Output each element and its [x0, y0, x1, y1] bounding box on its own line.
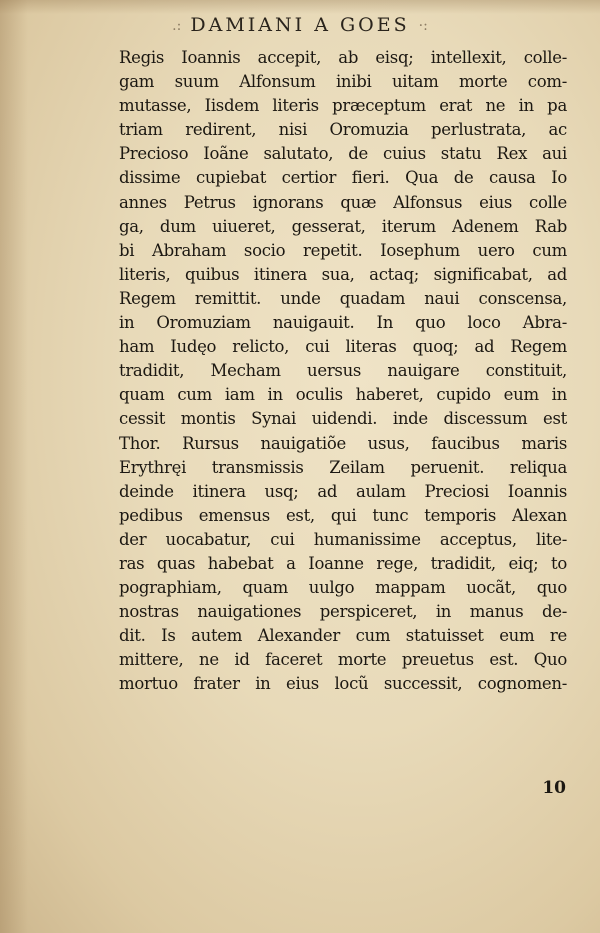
running-head-title: DAMIANI A GOES [190, 14, 410, 36]
text-line: ham Iudęo relicto, cui literas quoq; ad Regem [119, 337, 567, 357]
running-head [0, 14, 600, 36]
running-head-right-mark: ·: [418, 18, 428, 34]
text-line: cessit montis Synai uidendi. inde discessum est [119, 409, 567, 429]
text-line: ga, dum uiueret, gesserat, iterum Adenem Rab [119, 216, 567, 236]
text-line: ras quas habebat a Ioanne rege, tradidit, eiq; to [119, 553, 567, 573]
text-line: mortuo frater in eius locũ successit, cognomen- [119, 674, 567, 694]
text-line: in Oromuziam nauigauit. In quo loco Abra- [119, 313, 567, 333]
text-line: bi Abraham socio repetit. Iosephum uero cum [119, 240, 567, 260]
text-line: quam cum iam in oculis haberet, cupido eum in [119, 385, 567, 405]
text-line: tradidit, Mecham uersus nauigare constituit, [119, 361, 567, 381]
text-line: pographiam, quam uulgo mappam uocãt, quo [119, 578, 567, 598]
text-line: Erythręi transmissis Zeilam peruenit. reliqua [119, 457, 567, 477]
text-line: dissime cupiebat certior fieri. Qua de causa Io [119, 168, 567, 188]
running-head-left-mark: .: [172, 18, 182, 34]
text-line: Regis Ioannis accepit, ab eisq; intellexit, colle- [119, 48, 567, 67]
text-line: annes Petrus ignorans quæ Alfonsus eius colle [119, 192, 567, 212]
folio-number: 10 [542, 778, 566, 798]
text-line: dit. Is autem Alexander cum statuisset eum re [119, 626, 567, 646]
text-line: literis, quibus itinera sua, actaq; significabat, ad [119, 264, 567, 284]
body-text [119, 46, 567, 697]
text-line: mutasse, Iisdem literis præceptum erat ne in pa [119, 96, 567, 116]
text-line: Precioso Ioãne salutato, de cuius statu Rex aui [119, 144, 567, 164]
text-line: Thor. Rursus nauigatiõe usus, faucibus maris [119, 433, 567, 453]
text-line: triam redirent, nisi Oromuzia perlustrata, ac [119, 120, 567, 140]
text-line: nostras nauigationes perspiceret, in manus de- [119, 602, 567, 622]
text-line: mittere, ne id faceret morte preuetus est. Quo [119, 650, 567, 670]
text-line: gam suum Alfonsum inibi uitam morte com- [119, 72, 567, 92]
text-line: deinde itinera usq; ad aulam Preciosi Ioannis [119, 481, 567, 501]
text-line: pedibus emensus est, qui tunc temporis Alexan [119, 505, 567, 525]
text-line: Regem remittit. unde quadam naui conscensa, [119, 288, 567, 308]
text-line: der uocabatur, cui humanissime acceptus, lite- [119, 529, 567, 549]
